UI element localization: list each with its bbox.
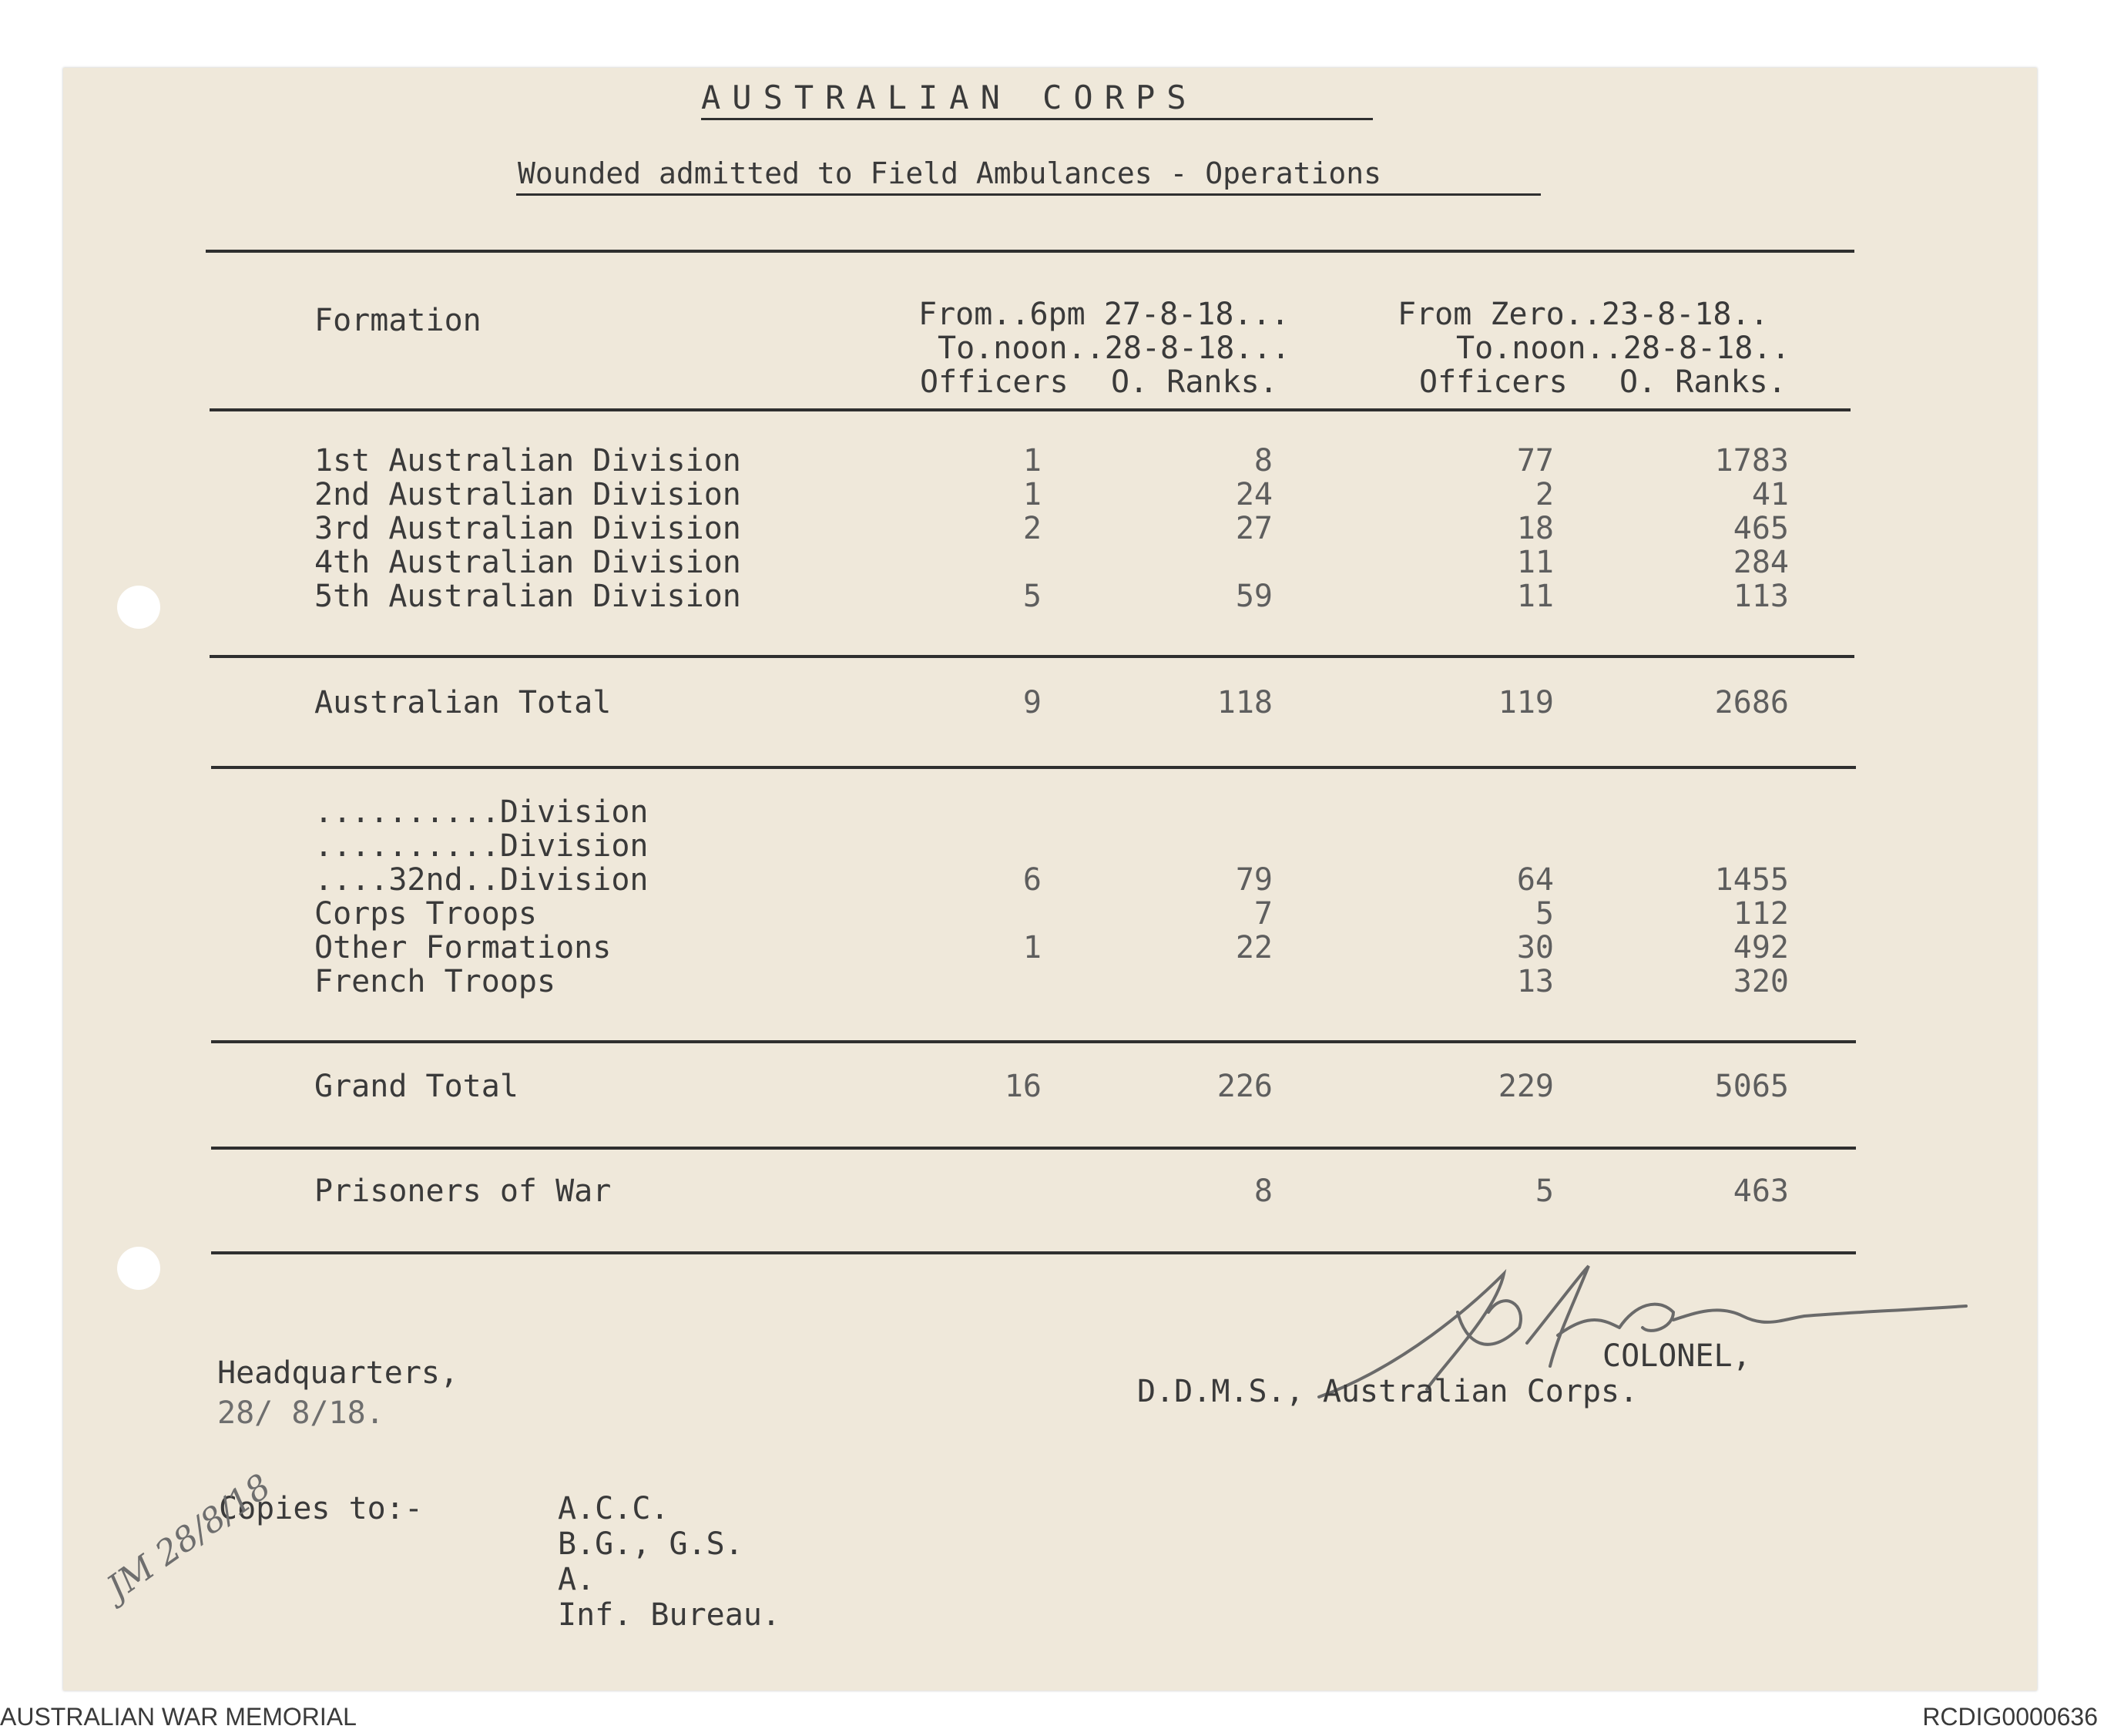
row-label: Corps Troops xyxy=(314,896,537,932)
row-label: 4th Australian Division xyxy=(314,545,741,580)
cell-p2-ranks: 465 xyxy=(1733,511,1789,546)
header-rule xyxy=(210,408,1851,411)
cell-p2-officers: 229 xyxy=(1498,1069,1554,1104)
aus-total-rule xyxy=(211,766,1856,769)
cell-p2-ranks: 284 xyxy=(1733,545,1789,580)
period1-to: To.noon..28-8-18... xyxy=(938,331,1290,366)
cell-p2-officers: 64 xyxy=(1516,862,1554,898)
cell-p1-ranks: 24 xyxy=(1235,477,1273,512)
cell-p1-officers: 9 xyxy=(1022,685,1042,720)
cell-p2-ranks: 41 xyxy=(1751,477,1789,512)
footer-institution: AUSTRALIAN WAR MEMORIAL xyxy=(0,1703,357,1731)
copy-recipient: A.C.C. xyxy=(558,1491,669,1526)
headquarters-label: Headquarters, xyxy=(217,1355,459,1391)
cell-p1-ranks: 8 xyxy=(1253,443,1273,478)
corps-heading-underline xyxy=(701,118,1373,120)
report-subtitle: Wounded admitted to Field Ambulances - Operations xyxy=(518,156,1382,190)
cell-p2-officers: 77 xyxy=(1516,443,1554,478)
period2-ranks-header: O. Ranks. xyxy=(1619,364,1787,400)
copy-recipient: A. xyxy=(558,1562,596,1597)
cell-p1-ranks: 8 xyxy=(1253,1174,1273,1209)
cell-p1-officers: 1 xyxy=(1022,443,1042,478)
cell-p2-officers: 5 xyxy=(1535,1174,1554,1209)
cell-p1-officers: 5 xyxy=(1022,579,1042,614)
cell-p1-officers: 16 xyxy=(1004,1069,1042,1104)
punch-hole-bottom xyxy=(117,1247,160,1290)
cell-p2-officers: 119 xyxy=(1498,685,1554,720)
corps-heading: AUSTRALIAN CORPS xyxy=(701,79,1198,116)
formations-rule xyxy=(211,1040,1856,1043)
row-label: Grand Total xyxy=(314,1069,518,1104)
row-label: Other Formations xyxy=(314,930,612,965)
copy-recipient: Inf. Bureau. xyxy=(558,1597,780,1633)
copy-recipient: B.G., G.S. xyxy=(558,1526,743,1562)
row-label: 1st Australian Division xyxy=(314,443,741,478)
cell-p2-ranks: 112 xyxy=(1733,896,1789,932)
cell-p1-officers: 1 xyxy=(1022,477,1042,512)
cell-p2-ranks: 5065 xyxy=(1714,1069,1789,1104)
cell-p2-ranks: 320 xyxy=(1733,964,1789,999)
cell-p1-ranks: 22 xyxy=(1235,930,1273,965)
cell-p1-ranks: 7 xyxy=(1253,896,1273,932)
footer-record-id: RCDIG0000636 xyxy=(1922,1703,2098,1731)
row-label: Prisoners of War xyxy=(314,1174,612,1209)
cell-p2-officers: 11 xyxy=(1516,579,1554,614)
cell-p1-officers: 1 xyxy=(1022,930,1042,965)
cell-p2-officers: 30 xyxy=(1516,930,1554,965)
cell-p2-officers: 2 xyxy=(1535,477,1554,512)
cell-p1-ranks: 79 xyxy=(1235,862,1273,898)
cell-p1-officers: 6 xyxy=(1022,862,1042,898)
table-top-rule xyxy=(206,250,1854,253)
period2-from: From Zero..23-8-18.. xyxy=(1398,297,1769,332)
handwritten-initials: JM 28/8/18 xyxy=(99,1466,278,1608)
row-label: 3rd Australian Division xyxy=(314,511,741,546)
period2-to: To.noon..28-8-18.. xyxy=(1456,331,1790,366)
row-label: ..........Division xyxy=(314,828,649,864)
row-label: Australian Total xyxy=(314,685,612,720)
cell-p2-ranks: 2686 xyxy=(1714,685,1789,720)
document-sheet xyxy=(63,68,2037,1691)
cell-p1-officers: 2 xyxy=(1022,511,1042,546)
subtitle-underline xyxy=(516,193,1541,196)
period1-officers-header: Officers xyxy=(920,364,1069,400)
cell-p1-ranks: 59 xyxy=(1235,579,1273,614)
cell-p1-ranks: 118 xyxy=(1216,685,1273,720)
cell-p2-officers: 13 xyxy=(1516,964,1554,999)
period1-from: From..6pm 27-8-18... xyxy=(918,297,1290,332)
cell-p2-ranks: 463 xyxy=(1733,1174,1789,1209)
cell-p1-ranks: 27 xyxy=(1235,511,1273,546)
signatory-rank: COLONEL, xyxy=(1602,1338,1751,1374)
row-label: French Troops xyxy=(314,964,556,999)
punch-hole-top xyxy=(117,586,160,629)
document-date: 28/ 8/18. xyxy=(217,1395,384,1431)
row-label: 5th Australian Division xyxy=(314,579,741,614)
row-label: ....32nd..Division xyxy=(314,862,649,898)
cell-p2-ranks: 113 xyxy=(1733,579,1789,614)
cell-p2-ranks: 1455 xyxy=(1714,862,1789,898)
divisions-rule xyxy=(210,655,1854,658)
signatory-office: D.D.M.S., Australian Corps. xyxy=(1137,1374,1639,1409)
row-label: 2nd Australian Division xyxy=(314,477,741,512)
cell-p2-ranks: 492 xyxy=(1733,930,1789,965)
cell-p2-officers: 18 xyxy=(1516,511,1554,546)
cell-p2-officers: 11 xyxy=(1516,545,1554,580)
row-label: ..........Division xyxy=(314,794,649,830)
cell-p2-officers: 5 xyxy=(1535,896,1554,932)
formation-header: Formation xyxy=(314,303,482,338)
grand-total-rule xyxy=(211,1147,1856,1150)
period2-officers-header: Officers xyxy=(1419,364,1568,400)
period1-ranks-header: O. Ranks. xyxy=(1111,364,1278,400)
cell-p1-ranks: 226 xyxy=(1216,1069,1273,1104)
cell-p2-ranks: 1783 xyxy=(1714,443,1789,478)
copies-label: Copies to:- xyxy=(219,1491,423,1526)
